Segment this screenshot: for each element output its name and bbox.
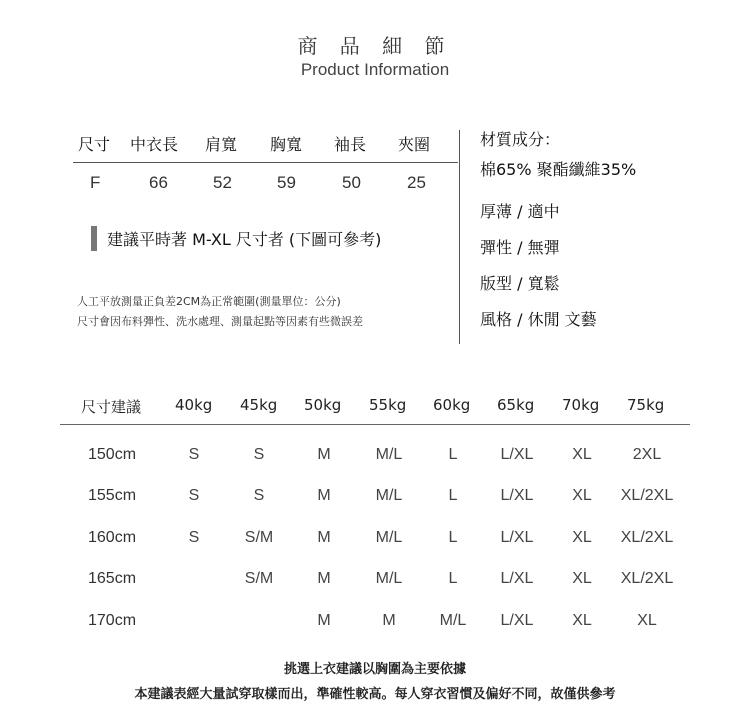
size-cell: XL xyxy=(637,612,657,629)
page-title: 商 品 細 節 xyxy=(297,34,453,58)
size-table-header-weight: 50kg xyxy=(304,396,342,414)
size-suggestion: 建議平時著 M-XL 尺寸者 (下圖可參考) xyxy=(107,230,382,249)
size-table-header-weight: 40kg xyxy=(175,396,213,414)
size-table-header-label: 尺寸建議 xyxy=(81,398,142,416)
size-cell: L/XL xyxy=(500,570,534,587)
size-cell: M/L xyxy=(375,529,403,546)
size-row-height: 165cm xyxy=(88,570,137,587)
spec-value-shoulder: 52 xyxy=(213,173,232,192)
size-cell: L xyxy=(448,446,458,463)
size-cell: M xyxy=(317,446,331,463)
size-table-header-weight: 70kg xyxy=(562,396,600,414)
size-cell: M/L xyxy=(375,570,403,587)
size-cell: XL/2XL xyxy=(620,529,674,546)
material-composition: 棉65% 聚酯纖維35% xyxy=(480,160,637,179)
size-cell: M xyxy=(317,487,331,504)
size-cell: M xyxy=(317,529,331,546)
size-cell: XL xyxy=(572,487,592,504)
spec-value-armhole: 25 xyxy=(407,173,426,192)
footer-disclaimer: 本建議表經大量試穿取樣而出，準確性較高。每人穿衣習慣及偏好不同，故僅供參考 xyxy=(134,687,616,702)
size-row-height: 155cm xyxy=(88,487,137,504)
size-row-height: 170cm xyxy=(88,612,137,629)
size-cell: XL/2XL xyxy=(620,487,674,504)
size-cell: L/XL xyxy=(500,487,534,504)
size-cell: L xyxy=(448,487,458,504)
suggestion-marker xyxy=(91,226,97,251)
size-cell: S/M xyxy=(244,529,274,546)
size-table-header-weight: 75kg xyxy=(627,396,665,414)
column-divider xyxy=(459,130,460,344)
attr-thickness: 厚薄 / 適中 xyxy=(480,202,560,221)
size-cell: L xyxy=(448,570,458,587)
size-cell: M/L xyxy=(375,487,403,504)
spec-value-length: 66 xyxy=(149,173,168,192)
spec-header-sleeve: 袖長 xyxy=(334,135,367,154)
size-cell: XL xyxy=(572,446,592,463)
size-cell: M xyxy=(317,612,331,629)
size-table-header-weight: 45kg xyxy=(240,396,278,414)
size-table-divider xyxy=(60,424,690,425)
size-cell: XL xyxy=(572,570,592,587)
spec-header-chest: 胸寬 xyxy=(270,135,303,154)
spec-header-armhole: 夾圈 xyxy=(398,135,431,154)
measure-note: 人工平放測量正負差2CM為正常範圍(測量單位：公分) xyxy=(77,295,341,308)
size-cell: S xyxy=(253,487,265,504)
size-cell: L xyxy=(448,529,458,546)
attr-elasticity: 彈性 / 無彈 xyxy=(480,238,560,257)
size-cell: M/L xyxy=(439,612,467,629)
spec-value-chest: 59 xyxy=(277,173,296,192)
spec-divider-line xyxy=(73,162,458,163)
size-cell: XL/2XL xyxy=(620,570,674,587)
size-cell: S xyxy=(188,529,200,546)
size-cell: M/L xyxy=(375,446,403,463)
size-table-header-weight: 60kg xyxy=(433,396,471,414)
size-table-header-weight: 55kg xyxy=(369,396,407,414)
size-table-header-weight: 65kg xyxy=(497,396,535,414)
footer-primary-note: 挑選上衣建議以胸圍為主要依據 xyxy=(283,662,466,677)
spec-header-shoulder: 肩寬 xyxy=(205,135,238,154)
size-cell: S xyxy=(188,487,200,504)
size-row-height: 150cm xyxy=(88,446,137,463)
size-cell: S/M xyxy=(244,570,274,587)
size-cell: M xyxy=(317,570,331,587)
attr-fit: 版型 / 寬鬆 xyxy=(480,274,560,293)
spec-header-length: 中衣長 xyxy=(130,135,179,154)
spec-value-size: F xyxy=(90,173,101,192)
size-cell: M xyxy=(382,612,396,629)
spec-value-sleeve: 50 xyxy=(342,173,361,192)
page-subtitle: Product Information xyxy=(300,60,450,79)
size-cell: XL xyxy=(572,529,592,546)
attr-style: 風格 / 休閒 文藝 xyxy=(480,310,597,329)
size-cell: 2XL xyxy=(632,446,662,463)
spec-header-size: 尺寸 xyxy=(78,135,111,154)
size-cell: L/XL xyxy=(500,446,534,463)
size-cell: L/XL xyxy=(500,529,534,546)
size-cell: S xyxy=(188,446,200,463)
error-note: 尺寸會因布料彈性、洗水處理、測量起點等因素有些微誤差 xyxy=(77,315,363,328)
size-row-height: 160cm xyxy=(88,529,137,546)
material-label: 材質成分： xyxy=(480,130,561,149)
size-cell: S xyxy=(253,446,265,463)
size-cell: XL xyxy=(572,612,592,629)
size-cell: L/XL xyxy=(500,612,534,629)
